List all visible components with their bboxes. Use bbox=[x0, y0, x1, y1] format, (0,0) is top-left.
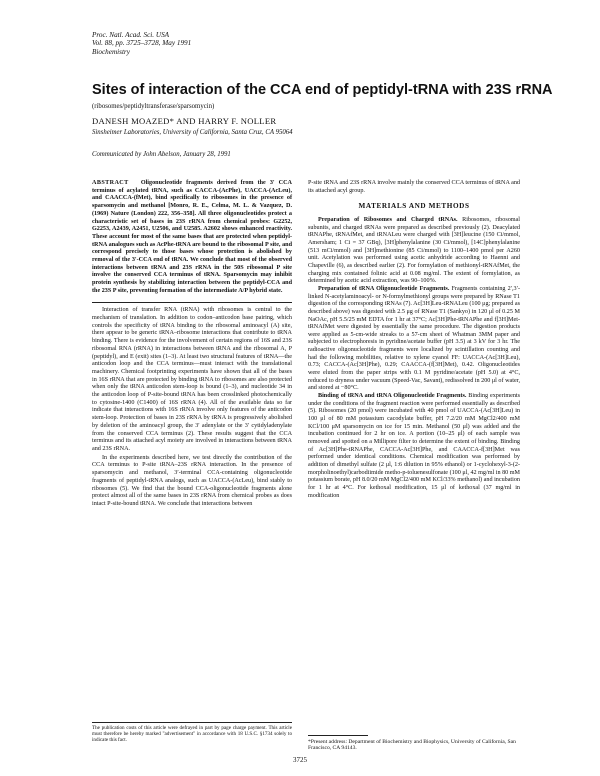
footnote-text: *Present address: Department of Biochemistry and Biophysics, University of California, San Francisco, CA 94143. bbox=[308, 738, 516, 752]
communicated-line: Communicated by John Abelson, January 28, 1991 bbox=[92, 151, 231, 158]
methods-text: Binding experiments under the conditions of the fragment reaction were performed essentially as described (5). Ribosomes (20 pmol) were incubated with 40 pmol of UACCA-(Ac[3H]Leu) in 100 μl of 80 mM potassium cacodylate buffer, pH 7.2/20 mM MgCl2/400 mM KCl/100 μM sparsomycin on ice for 15 min. Methanol (50 μl) was added and the incubation continued for 2 hr on ice. A portion (10–25 μl) of each sample was removed and spotted on a Millipore filter to determine the extent of binding. Binding of Ac[3H]Phe-tRNAPhe, CACCA-Ac[3H]Phe, and CAACCA-f[3H]Met was performed under identical conditions. Chemical modification was performed by addition of dimethyl sulfate (2 μl, 1:6 dilution in 95% ethanol) or 1-cyclohexyl-3-(2-morpholinoethyl)carbodiimide metho-p-toluenesulfonate (100 μl, 42 mg/ml in 80 mM potassium borate, pH 8.0/20 mM MgCl2/400 mM KCl/33% methanol) and incubation for 1 hr at 4°C. For kethoxal modification, 15 μl of kethoxal (37 mg/ml in modification bbox=[308, 393, 520, 499]
methods-subheading: Preparation of Ribosomes and Charged tRNAs. bbox=[318, 216, 458, 223]
footnote-divider bbox=[92, 722, 292, 723]
article-keywords: (ribosomes/peptidyltransferase/sparsomycin) bbox=[92, 103, 215, 110]
methods-paragraph bbox=[308, 393, 520, 500]
intro-paragraph: Interaction of transfer RNA (tRNA) with ribosomes is central to the mechanism of translation. In addition to codon–anticodon base pairing, which controls the specificity of tRNA binding to the ribosomal aminoacyl (A) site, there appear to be generic tRNA–ribosome interactions that contribute to tRNA binding. There is evidence for the involvement of certain regions of 16S and 23S ribosomal RNA (rRNA) in interactions between tRNA and the ribosomal A, P (peptidyl), and E (exit) sites (1–3). At least two structural features of tRNA—the anticodon loop and the CCA terminus—must interact with the translational machinery. Chemical footprinting experiments have shown that all of the bases in 16S rRNA that are protected by binding tRNA to ribosomes are also protected when only the tRNA anticodon stem-loop is bound (1–3), and nucleotide 34 in the anticodon loop of P-site-bound tRNA has been crosslinked photochemically to cytosine-1400 (C1400) of 16S rRNA (4). All of the available data so far indicate that interactions with 16S rRNA involve only features of the anticodon stem-loop. Protection of bases in 23S rRNA by tRNA is progressively abolished by deletion of the aminoacyl group, the 3′ adenylate or the 3′ cytidyladenylate from the conserved CCA terminus (2). These results suggest that the CCA terminus and its attached acyl moiety are involved in interactions between tRNA and 23S rRNA. bbox=[92, 307, 292, 452]
methods-subheading: Binding of tRNA and tRNA Oligonucleotide Fragments. bbox=[318, 393, 467, 400]
methods-subheading: Preparation of tRNA Oligonucleotide Fragments. bbox=[318, 285, 450, 292]
address-footnote bbox=[308, 735, 520, 752]
footnote-text: The publication costs of this article were defrayed in part by page charge payment. This article must therefore be hereby marked "advertisement" in accordance with 18 U.S.C. §1734 solely to indicate this fact. bbox=[92, 724, 292, 744]
introduction bbox=[92, 307, 292, 508]
left-column bbox=[92, 180, 292, 509]
journal-field: Biochemistry bbox=[92, 47, 130, 56]
intro-paragraph: In the experiments described here, we test directly the contribution of the CCA terminus to P-site tRNA–23S rRNA interaction. In the presence of sparsomycin and methanol, 3′-terminal CCA-containing oligonucleotide fragments of peptidyl-tRNA analogs, such as UACCA-(AcLeu), bind stably to ribosomes (5). We find that the bound CCA-oligonucleotide fragments alone protect almost all of the same bases in 23S rRNA from chemical probes as does intact P-site-bound tRNA. We conclude that interactions between bbox=[92, 454, 292, 507]
journal-name: Proc. Natl. Acad. Sci. USA bbox=[92, 31, 170, 39]
page-number: 3725 bbox=[293, 756, 307, 764]
methods-text: Ribosomes, ribosomal subunits, and charged tRNAs were prepared as described previously (2). Deacylated tRNAPhe, tRNAfMet, and tRNALeu were charged with [3H]leucine (150 Ci/mmol, Amersham; 1 Ci = 37 GBq), [3H]phenylalanine (30 Ci/mmol), [14C]phenylalanine (513 mCi/mmol) and [3H]methionine (85 Ci/mmol) to 1100–1400 pmol per A260 unit. Acetylation was performed using acetic anhydride according to Haenni and Chapeville (6), as described earlier (2). For formylation of methionyl-tRNAfMet, the charging mix contained folinic acid at 0.08 mg/ml. The extent of formylation, as determined by acetic acid extraction, was 90–100%. bbox=[308, 216, 520, 285]
footnote-divider bbox=[308, 735, 368, 736]
abstract-label: ABSTRACT bbox=[92, 180, 129, 186]
section-heading-methods: MATERIALS AND METHODS bbox=[358, 202, 470, 211]
right-column bbox=[308, 180, 520, 500]
methods-paragraph bbox=[308, 286, 520, 393]
abstract bbox=[92, 180, 292, 296]
right-intro-paragraph: P-site tRNA and 23S rRNA involve mainly the conserved CCA terminus of tRNA and its attached acyl group. bbox=[308, 180, 520, 194]
author-affiliation: Sinsheimer Laboratories, University of California, Santa Cruz, CA 95064 bbox=[92, 129, 293, 136]
publication-cost-footnote bbox=[92, 722, 292, 743]
article-authors: DANESH MOAZED* AND HARRY F. NOLLER bbox=[92, 116, 277, 126]
journal-header bbox=[92, 31, 191, 56]
article-title: Sites of interaction of the CCA end of peptidyl-tRNA with 23S rRNA bbox=[92, 82, 553, 98]
methods-text: Fragments containing 2′,3′-linked N-acetylaminoacyl- or N-formylmethionyl groups were prepared by RNase T1 digestion of the corresponding tRNAs (7). Ac[3H]Leu-tRNALeu (100 μg; prepared as described above) was digested with 2.5 μg of RNase T1 (Sankyo) in 120 μl of 0.25 M NaOAc, pH 5.5/25 mM EDTA for 1 hr at 37°C; Ac[3H]Phe-tRNAPhe and f[3H]Met-tRNAfMet were digested by essentially the same procedure. The digestion products were applied as 5-cm-wide streaks to a 57-cm sheet of Whatman 3MM paper and subjected to electrophoresis in pyridine/acetate buffer (pH 3.5) at 3 kV for 3 hr. The radioactive oligonucleotide fragments were localized by scintillation counting and had the following mobilities, relative to xylene cyanol FF: UACCA-(Ac[3H]Leu), 0.73; CACCA-(Ac[3H]Phe), 0.29; CAACCA-(f[3H]Met), 0.42. Oligonucleotides were eluted from the paper strips with 0.1 M pyridine/acetate (pH 5.0) at 4°C, reduced to dryness under vacuum (Speed-Vac, Savant), redissolved in 200 μl of water, and stored at −80°C. bbox=[308, 285, 521, 392]
abstract-divider bbox=[92, 302, 292, 303]
methods-paragraph bbox=[308, 217, 520, 286]
journal-volume: Vol. 88, pp. 3725–3728, May 1991 bbox=[92, 39, 192, 48]
abstract-text: Oligonucleotide fragments derived from the 3′ CCA terminus of acylated tRNA, such as CACCA-(AcPhe), UACCA-(AcLeu), and CAACCA-(fMet), bind specifically to ribosomes in the presence of sparsomycin and methanol [Monro, R. E., Celma, M. L. & Vazquez, D. (1969) Nature (London) 222, 356–358]. All three oligonucleotides protect a characteristic set of bases in 23S rRNA from chemical probes: G2252, G2253, A2439, A2451, U2506, and U2585. A2602 shows enhanced reactivity. These account for most of the same bases that are protected when peptidyl-tRNA analogues such as AcPhe-tRNA are bound to the ribosomal P site, and correspond precisely to those bases whose protection is abolished by removal of the 3′-CCA end of tRNA. We conclude that most of the observed interactions between tRNA and 23S rRNA in the 50S ribosomal P site involve the conserved CCA terminus of tRNA. Sparsomycin may inhibit protein synthesis by stabilizing interaction between the peptidyl-CCA and the 23S P site, preventing formation of the intermediate A/P hybrid state. bbox=[92, 180, 292, 294]
